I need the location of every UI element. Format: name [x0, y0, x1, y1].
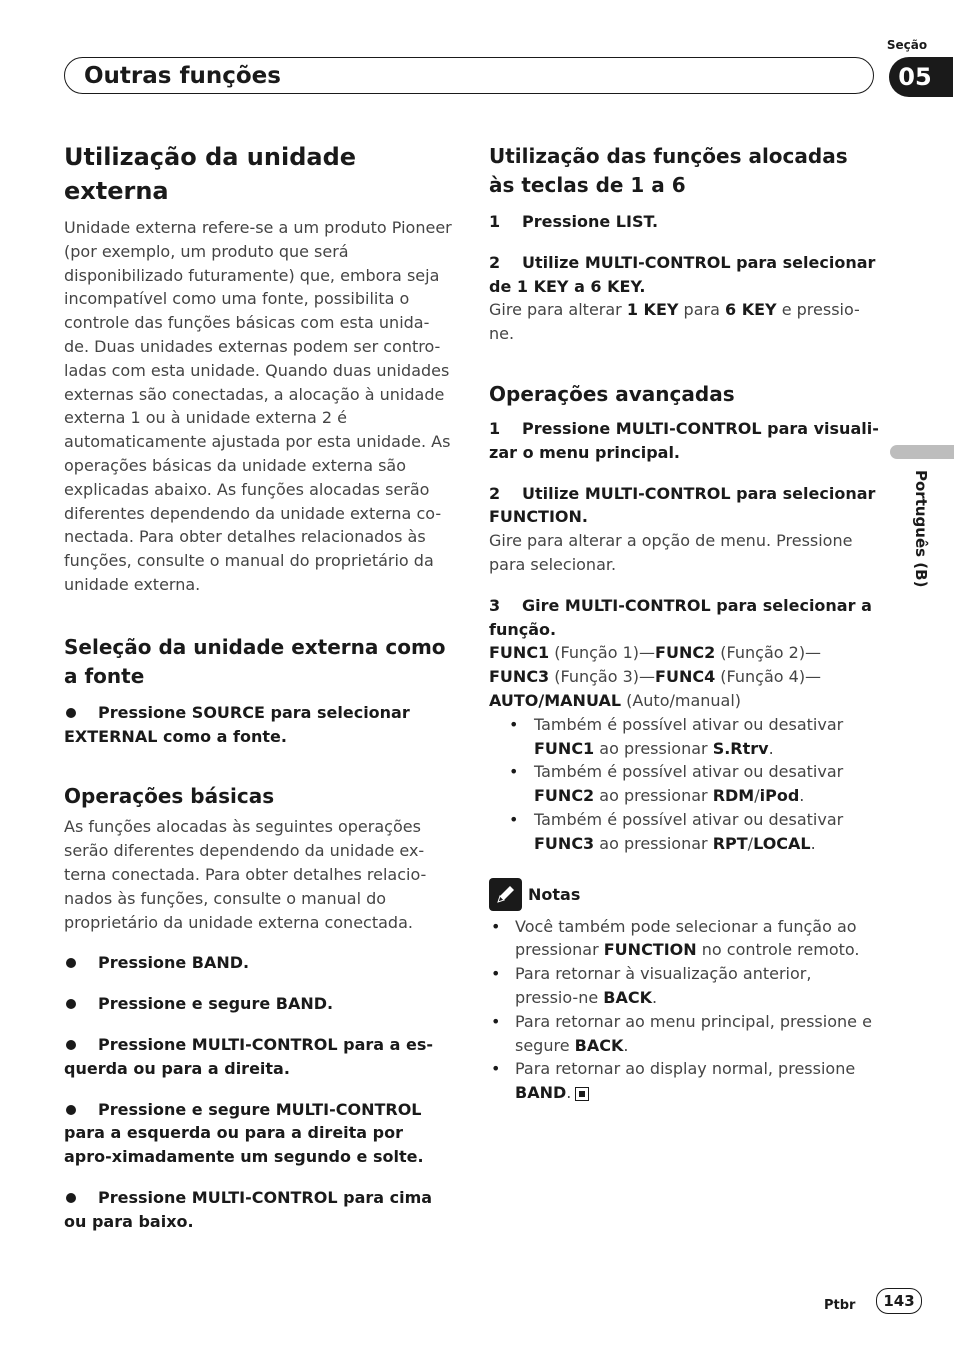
page-title: Outras funções [84, 63, 281, 89]
note-item: • Para retornar à visualização anterior, pressio-ne BACK. [489, 962, 879, 1010]
bullet-icon [66, 999, 76, 1009]
bullet-icon [66, 958, 76, 968]
language-side-label: Português (B) [912, 470, 930, 588]
function-sub-bullet: • Também é possível ativar ou desativar FUNC3 ao pressionar RPT/LOCAL. [489, 808, 879, 856]
bullet-icon [66, 1040, 76, 1050]
advanced-step-2: 2 Utilize MULTI-CONTROL para selecionar FUNCTION. [489, 483, 876, 527]
basic-step: Pressione MULTI-CONTROL para a es-querda ou para a direita. [64, 1034, 433, 1078]
basic-step: Pressione BAND. [64, 951, 454, 975]
footer-language: Ptbr [824, 1298, 856, 1313]
advanced-step-1: 1 Pressione MULTI-CONTROL para visuali-zar o menu principal. [489, 418, 879, 462]
advanced-step-2-description: Gire para alterar a opção de menu. Pressione para selecionar. [489, 531, 853, 574]
keys-step-1: 1 Pressione LIST. [489, 212, 659, 231]
left-column [64, 140, 454, 1234]
heading-select-source: Seleção da unidade externa como a fonte [64, 634, 446, 688]
pencil-icon [489, 878, 522, 911]
section-number: 05 [898, 63, 932, 91]
notes-header [489, 878, 879, 911]
note-item: • Você também pode selecionar a função ao pressionar FUNCTION no controle remoto. [489, 915, 879, 963]
function-sub-bullet: • Também é possível ativar ou desativar FUNC2 ao pressionar RDM/iPod. [489, 760, 879, 808]
heading-advanced-operations: Operações avançadas [489, 381, 735, 406]
advanced-step-3: 3 Gire MULTI-CONTROL para selecionar a função. [489, 595, 872, 639]
notes-title: Notas [528, 884, 581, 904]
heading-external-unit: Utilização da unidade externa [64, 143, 357, 205]
heading-keys-1-6: Utilização das funções alocadas às teclas de 1 a 6 [489, 144, 848, 197]
bullet-icon [66, 1105, 76, 1115]
page-number: 143 [876, 1288, 922, 1314]
section-label: Seção [886, 38, 928, 52]
keys-step-2-description: Gire para alterar 1 KEY para 6 KEY e pressio-ne. [489, 300, 860, 344]
right-column [489, 140, 879, 1105]
function-list: FUNC1 (Função 1)—FUNC2 (Função 2)— FUNC3 (Função 3)—FUNC4 (Função 4)— AUTO/MANUAL (Auto/manual) [489, 643, 822, 710]
select-source-step: Pressione SOURCE para selecionar EXTERNAL como a fonte. [64, 702, 410, 746]
basic-step: Pressione e segure BAND. [64, 992, 454, 1016]
note-item: • Para retornar ao display normal, pressione BAND. [489, 1057, 879, 1105]
function-sub-bullet: • Também é possível ativar ou desativar FUNC1 ao pressionar S.Rtrv. [489, 713, 879, 761]
basic-step: Pressione MULTI-CONTROL para cima ou para baixo. [64, 1187, 433, 1231]
language-tab-marker [890, 445, 954, 459]
basic-operations-text: As funções alocadas às seguintes operações serão diferentes dependendo da unidade ex-terna conectada. Para obter detalhes relacio-nados às funções, consulte o manual do proprietário da unidade externa conectada. [64, 817, 427, 932]
bullet-icon [66, 1193, 76, 1203]
note-item: • Para retornar ao menu principal, pressione e segure BACK. [489, 1010, 879, 1058]
end-mark-icon [575, 1087, 589, 1101]
basic-step: Pressione e segure MULTI-CONTROL para a esquerda ou para a direita por apro-ximadamente um segundo e solte. [64, 1099, 424, 1167]
intro-paragraph: Unidade externa refere-se a um produto Pioneer (por exemplo, um produto que será disponibilizado futuramente) que, embora seja incompatível como uma fonte, possibilita o controle das funções básicas com esta unida-de. Duas unidades externas podem ser contro-ladas com esta unidade. Quando duas unidades externas são conectadas, a alocação à unidade externa 1 ou à unidade externa 2 é automaticamente ajustada por esta unidade. As operações básicas da unidade externa são explicadas abaixo. As funções alocadas serão diferentes dependendo da unidade externa co-nectada. Para obter detalhes relacionados às funções, consulte o manual do proprietário da unidade externa. [64, 218, 452, 594]
heading-basic-operations: Operações básicas [64, 784, 275, 809]
bullet-icon [66, 708, 76, 718]
keys-step-2: 2 Utilize MULTI-CONTROL para selecionar de 1 KEY a 6 KEY. [489, 252, 876, 296]
